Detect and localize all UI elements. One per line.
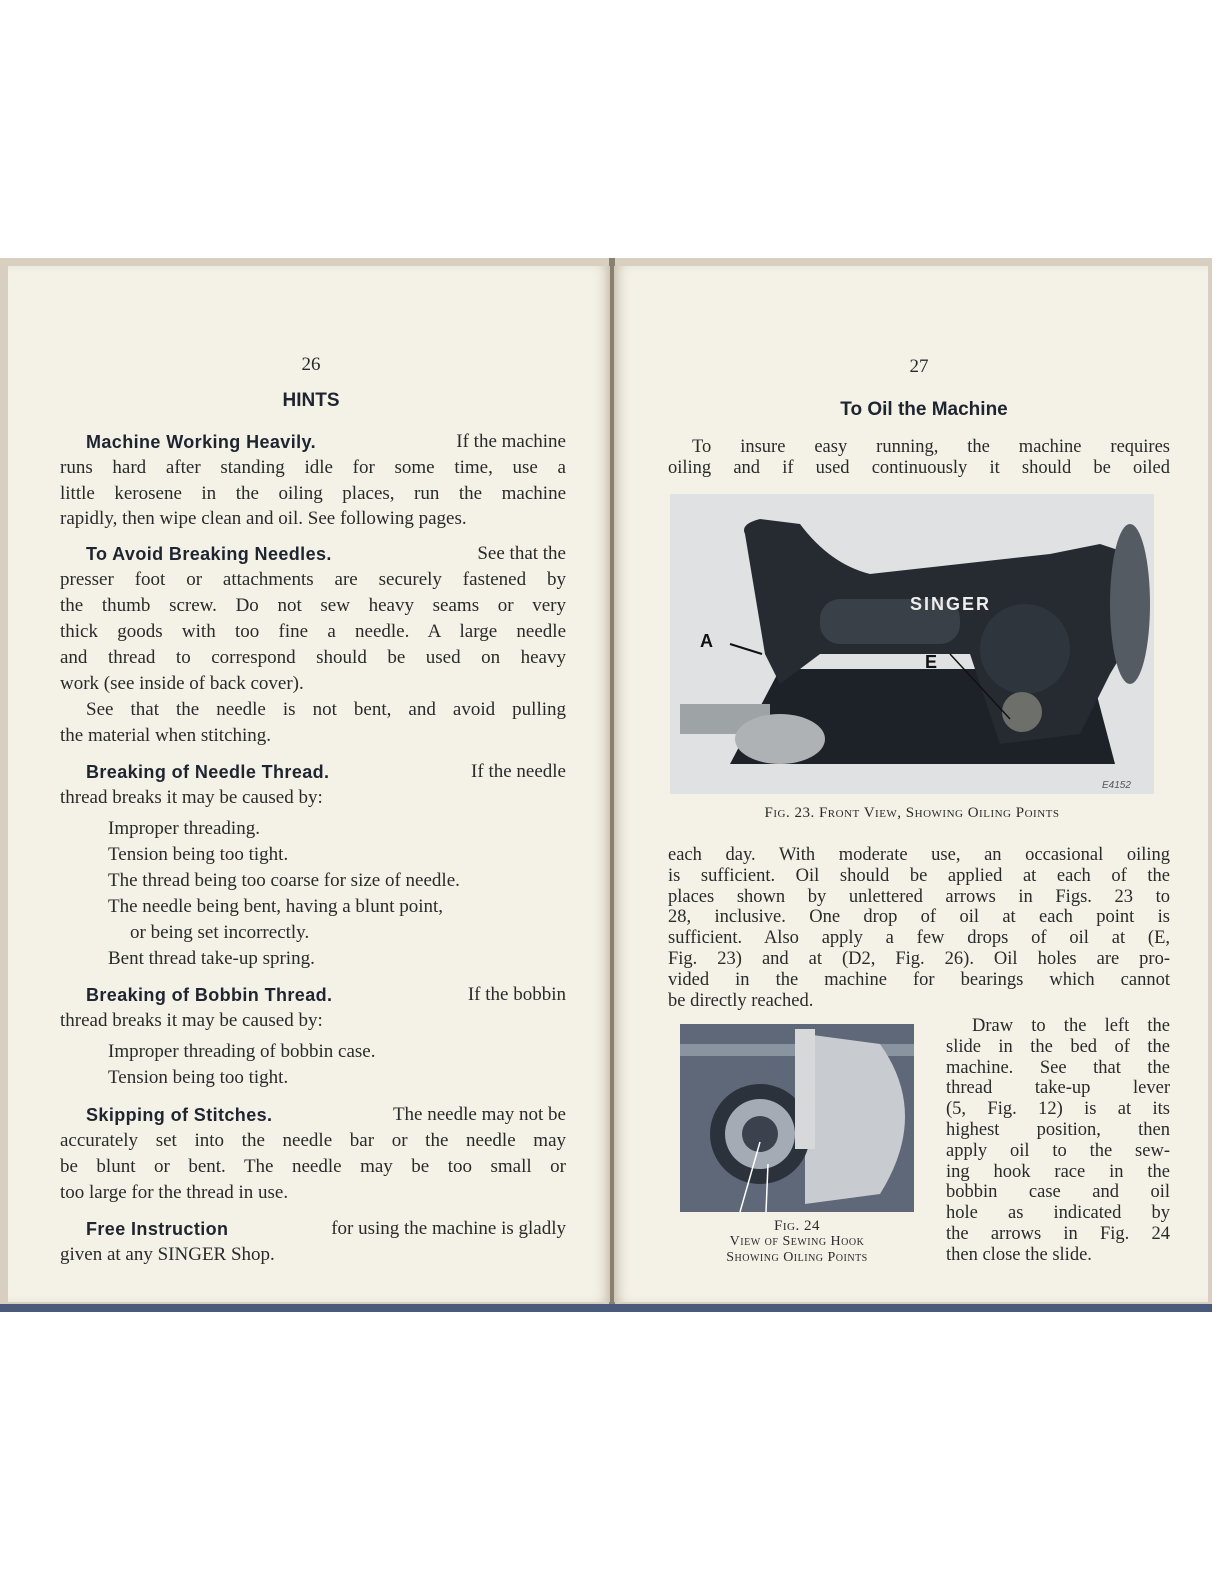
paragraph-lead: Skipping of Stitches. [86, 1105, 273, 1125]
brand-label: SINGER [910, 594, 992, 614]
line-text: If the bobbin [463, 984, 566, 1005]
line-text: for using the machine is gladly [326, 1218, 566, 1239]
paragraph-line [86, 431, 566, 453]
list-item [108, 818, 260, 840]
paragraph-line: oiling and if used continuously it should be oiled [668, 458, 1170, 478]
paragraph-lead: To Avoid Breaking Needles. [86, 544, 332, 564]
line-text: Tension being too tight. [108, 844, 289, 865]
list-item [108, 896, 443, 918]
sewing-hook-illustration [680, 1024, 914, 1212]
sewing-machine-illustration [670, 494, 1154, 794]
line-text: the thumb screw. Do not sew heavy seams or very [60, 594, 566, 616]
figure-24-sewing-hook [680, 1024, 914, 1212]
caption-line: Showing Oiling Points [726, 1250, 868, 1265]
paragraph-line: hole as indicated by [946, 1203, 1170, 1224]
line-text: See that the needle is not bent, and avoid pulling [86, 699, 566, 720]
paragraph-line: bobbin case and oil [946, 1182, 1170, 1203]
paragraph-line: To insure easy running, the machine requires [692, 437, 1170, 457]
paragraph-line: vided in the machine for bearings which cannot [668, 969, 1170, 990]
line-text: accurately set into the needle bar or the needle may [60, 1130, 566, 1151]
line-text: and thread to correspond should be used on heavy [60, 646, 566, 668]
line-text: Improper threading. [108, 818, 260, 839]
book-edge [0, 1304, 1212, 1312]
paragraph-line [60, 595, 566, 617]
page-number: 27 [909, 356, 929, 377]
paragraph-line: apply oil to the sew- [946, 1140, 1170, 1161]
paragraph-line: places shown by unlettered arrows in Figs. 23 to [668, 886, 1170, 907]
open-book [0, 258, 1212, 1312]
paragraph-line [60, 1010, 323, 1032]
figure-23-caption: Fig. 23. Front View, Showing Oiling Points [764, 805, 1060, 821]
line-text: If the machine [451, 431, 566, 452]
line-text: the material when stitching. [60, 725, 272, 746]
paragraph-lead: Breaking of Needle Thread. [86, 762, 330, 782]
line-text: runs hard after standing idle for some time, use a [60, 456, 566, 478]
paragraph-line [60, 787, 323, 809]
page-number: 26 [301, 354, 321, 375]
line-text: Improper threading of bobbin case. [108, 1041, 376, 1062]
left-page [8, 266, 610, 1302]
line-text: rapidly, then wipe clean and oil. See following pages. [60, 508, 467, 530]
paragraph-line [60, 725, 271, 747]
label-e: E [925, 652, 938, 672]
list-item [108, 948, 315, 970]
page-heading: To Oil the Machine [840, 399, 1008, 420]
line-text: too large for the thread in use. [60, 1182, 289, 1203]
paragraph-line [60, 1156, 566, 1178]
paragraph-line: 28, inclusive. One drop of oil at each point is [668, 907, 1170, 928]
paragraph-line [60, 457, 566, 479]
line-text: The needle may not be [388, 1104, 566, 1125]
paragraph-line: Draw to the left the [972, 1016, 1170, 1036]
paragraph-line [60, 1182, 288, 1204]
paragraph-line [60, 483, 566, 505]
paragraph-line: slide in the bed of the [946, 1036, 1170, 1057]
paragraph-lead: Machine Working Heavily. [86, 432, 316, 452]
line-text: work (see inside of back cover). [60, 672, 304, 694]
line-text: given at any SINGER Shop. [60, 1244, 275, 1265]
paragraph-line: the arrows in Fig. 24 [946, 1224, 1170, 1244]
paragraph-line [86, 984, 566, 1006]
paragraph-line: thread take-up lever [946, 1078, 1170, 1099]
line-text: The needle being bent, having a blunt point, [108, 896, 444, 917]
right-page [614, 266, 1208, 1302]
list-item [108, 870, 460, 892]
line-text: The thread being too coarse for size of needle. [108, 870, 460, 891]
paragraph-line: machine. See that the [946, 1057, 1170, 1078]
list-item [108, 844, 288, 866]
paragraph-line: highest position, then [946, 1120, 1170, 1140]
paragraph-line [60, 508, 467, 530]
caption-line: View of Sewing Hook [729, 1234, 865, 1249]
paragraph-line: is sufficient. Oil should be applied at each of the [668, 865, 1170, 886]
paragraph-line [86, 699, 566, 721]
paragraph-line [60, 569, 566, 591]
list-item [108, 1067, 288, 1089]
paragraph-line [60, 647, 566, 669]
paragraph-line [86, 761, 566, 783]
line-text: be blunt or bent. The needle may be too small or [60, 1156, 566, 1177]
paragraph-line: sufficient. Also apply a few drops of oil at (E, [668, 928, 1170, 949]
paragraph-line [86, 1218, 566, 1240]
line-text: thick goods with too fine a needle. A large needle [60, 620, 566, 642]
figure-code: E4152 [1102, 780, 1131, 791]
line-text: presser foot or attachments are securely fastened by [60, 568, 566, 590]
paragraph-line [60, 673, 304, 695]
paragraph-line: each day. With moderate use, an occasional oiling [668, 845, 1170, 865]
paragraph-line [86, 1104, 566, 1126]
line-text: Bent thread take-up spring. [108, 948, 315, 969]
line-text: thread breaks it may be caused by: [60, 1010, 323, 1031]
paragraph-line [86, 543, 566, 565]
paragraph-line: (5, Fig. 12) is at its [946, 1099, 1170, 1120]
figure-23-front-view [670, 494, 1154, 794]
caption-line: Fig. 24 [774, 1218, 820, 1234]
paragraph-line: be directly reached. [668, 990, 814, 1011]
paragraph-line: then close the slide. [946, 1244, 1092, 1265]
line-text: See that the [472, 543, 566, 564]
paragraph-line [60, 1130, 566, 1152]
paragraph-line [60, 1244, 275, 1266]
paragraph-lead: Breaking of Bobbin Thread. [86, 985, 333, 1005]
list-item [108, 1041, 376, 1063]
paragraph-lead: Free Instruction [86, 1219, 229, 1239]
list-item [130, 922, 309, 944]
page-heading: HINTS [282, 390, 340, 411]
line-text: or being set incorrectly. [130, 922, 310, 943]
paragraph-line [60, 621, 566, 643]
paragraph-line: ing hook race in the [946, 1161, 1170, 1182]
label-a: A [700, 631, 713, 651]
paragraph-line: Fig. 23) and at (D2, Fig. 26). Oil holes are pro- [668, 949, 1170, 969]
line-text: If the needle [466, 761, 566, 782]
line-text: Tension being too tight. [108, 1067, 289, 1088]
line-text: little kerosene in the oiling places, run the machine [60, 482, 566, 504]
line-text: thread breaks it may be caused by: [60, 787, 323, 808]
